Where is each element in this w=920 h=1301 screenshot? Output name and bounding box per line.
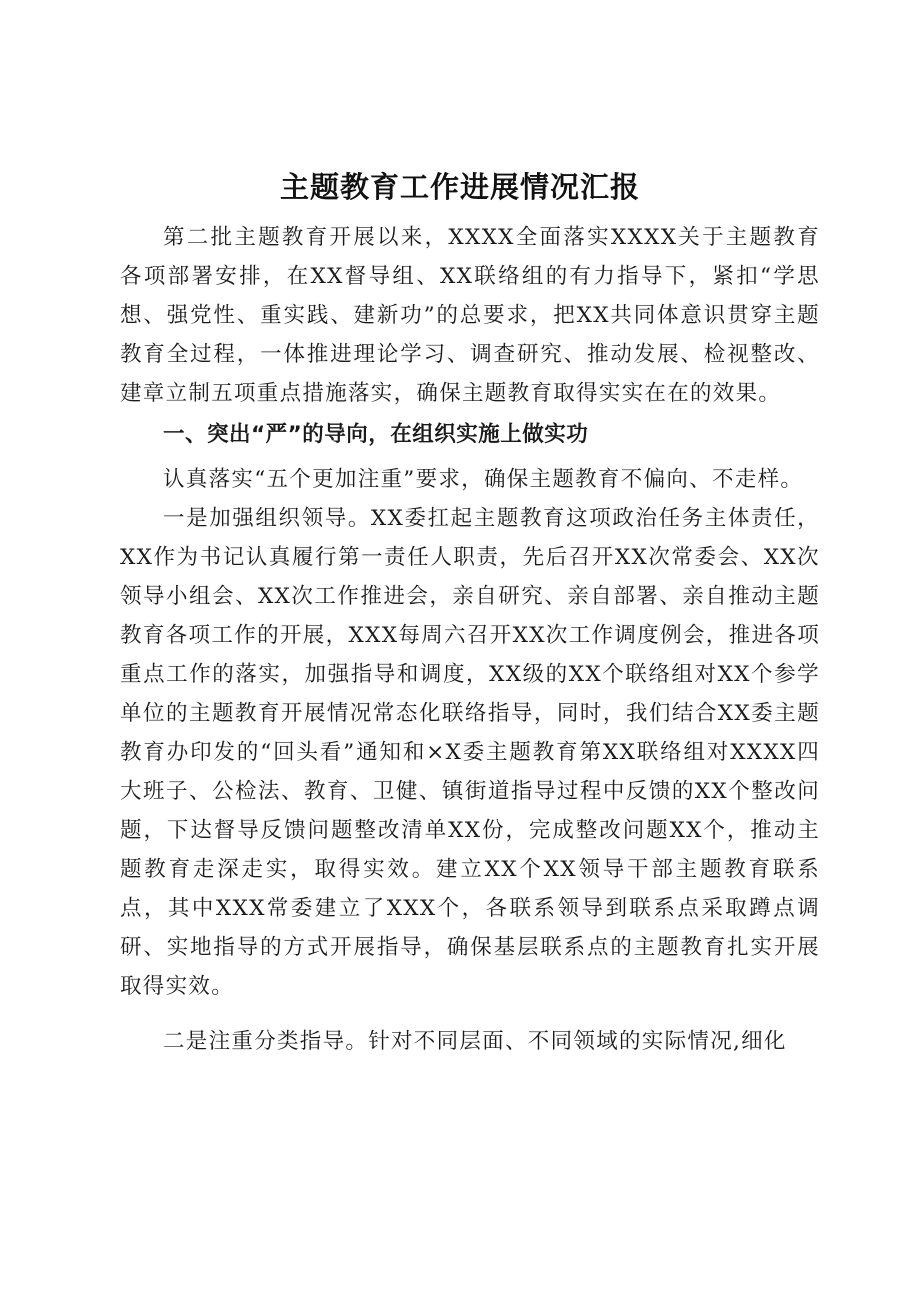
- document-title: 主题教育工作进展情况汇报: [279, 170, 640, 204]
- organization-leadership-paragraph: 一是加强组织领导。XX委扛起主题教育这项政治任务主体责任，XX作为书记认真履行第一责任人职责，先后召开XX次常委会、XX次领导小组会、XX次工作推进会，亲自研究、亲自部署、亲自推动主题教育各项工作的开展，XXX每周六召开XX次工作调度例会，推进各项重点工作的落实，加强指导和调度，XX级的XX个联络组对XX个参学单位的主题教育开展情况常态化联络指导，同时，我们结合XX委主题教育办印发的“回头看”通知和×X委主题教育第XX联络组对XXXX四大班子、公检法、教育、卫健、镇街道指导过程中反馈的XX个整改问题，下达督导反馈问题整改清单XX份，完成整改问题XX个，推动主题教育走深走实，取得实效。建立XX个XX领导干部主题教育联系点，其中XXX常委建立了XXX个，各联系领导到联系点采取蹲点调研、实地指导的方式开展指导，确保基层联系点的主题教育扎实开展取得实效。: [120, 506, 820, 999]
- section-heading: 一、突出“严”的导向，在组织实施上做实功: [163, 422, 589, 447]
- classified-guidance-paragraph: 二是注重分类指导。针对不同层面、不同领域的实际情况,细化: [163, 1029, 787, 1054]
- intro-paragraph: 第二批主题教育开展以来，XXXX全面落实XXXX关于主题教育各项部署安排，在XX督导组、XX联络组的有力指导下，紧扣“学思想、强党性、重实践、建新功”的总要求，把XX共同体意识贯穿主题教育全过程，一体推进理论学习、调查研究、推动发展、检视整改、建章立制五项重点措施落实，确保主题教育取得实实在在的效果。: [120, 225, 820, 406]
- document-body: [120, 218, 820, 1061]
- section-summary-paragraph: 认真落实“五个更加注重”要求，确保主题教育不偏向、不走样。: [163, 467, 804, 492]
